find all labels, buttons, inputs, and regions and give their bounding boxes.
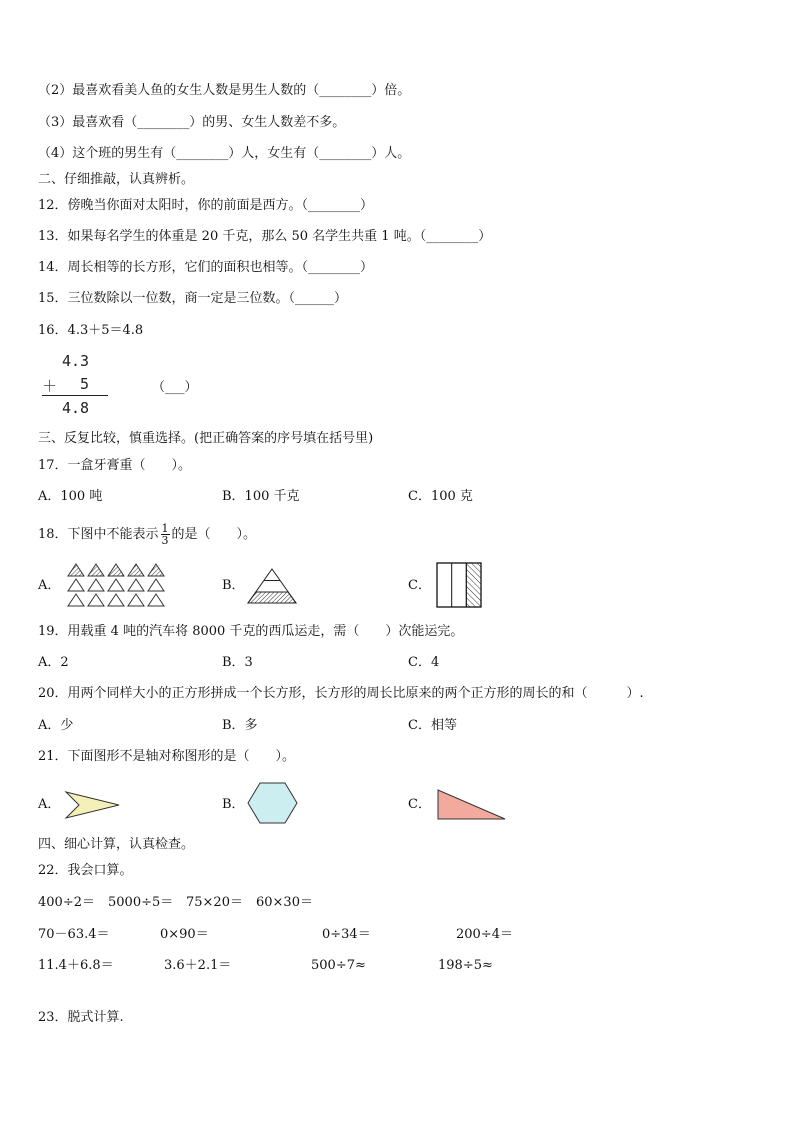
answer-bracket: （___） bbox=[152, 380, 198, 395]
fraction-numerator: 1 bbox=[161, 522, 169, 535]
grid-triangle bbox=[88, 564, 104, 576]
q19-option-a: A．2 bbox=[38, 655, 69, 670]
calc-item: 0÷34＝ bbox=[322, 927, 371, 942]
q18-label-a: A． bbox=[38, 578, 61, 593]
question-12: 12．傍晚当你面对太阳时，你的前面是西方。（________） bbox=[38, 198, 374, 213]
calc-item: 198÷5≈ bbox=[438, 958, 493, 973]
calc-item: 70－63.4＝ bbox=[38, 927, 110, 942]
q18-text-before: 18．下图中不能表示 bbox=[38, 527, 159, 542]
grid-triangle bbox=[108, 564, 124, 576]
right-triangle-figure bbox=[436, 788, 508, 822]
question-23: 23．脱式计算. bbox=[38, 1010, 124, 1025]
question-19: 19．用载重 4 吨的汽车将 8000 千克的西瓜运走，需（ ）次能运完。 bbox=[38, 624, 464, 639]
plus-sign: ＋ bbox=[42, 377, 58, 395]
calc-item: 0×90＝ bbox=[160, 927, 209, 942]
calc-item: 11.4＋6.8＝ bbox=[38, 958, 114, 973]
calc-item: 500÷7≈ bbox=[311, 958, 366, 973]
grid-triangle bbox=[108, 594, 124, 606]
triangle-grid-figure bbox=[66, 563, 166, 609]
calc-item: 75×20＝ bbox=[186, 895, 243, 910]
section-2-heading: 二、仔细推敲，认真辨析。 bbox=[38, 172, 195, 187]
grid-triangle bbox=[128, 594, 144, 606]
question-20: 20．用两个同样大小的正方形拼成一个长方形，长方形的周长比原来的两个正方形的周长的和（ ）. bbox=[38, 686, 644, 701]
q17-option-c: C．100 克 bbox=[408, 489, 473, 504]
question-11-part-3: （3）最喜欢看（________）的男、女生人数差不多。 bbox=[38, 115, 346, 130]
vertical-sum-line bbox=[42, 395, 108, 396]
section-3-heading: 三、反复比较，慎重选择。(把正确答案的序号填在括号里) bbox=[38, 431, 374, 446]
question-13: 13．如果每名学生的体重是 20 千克，那么 50 名学生共重 1 吨。（________） bbox=[38, 229, 492, 244]
calc-item: 60×30＝ bbox=[256, 895, 313, 910]
q21-label-b: B． bbox=[222, 797, 245, 812]
calc-item: 200÷4＝ bbox=[456, 927, 513, 942]
q19-option-c: C．4 bbox=[408, 655, 440, 670]
calc-item: 3.6＋2.1＝ bbox=[164, 958, 232, 973]
q21-label-c: C． bbox=[408, 797, 431, 812]
q19-option-b: B．3 bbox=[222, 655, 253, 670]
question-14: 14．周长相等的长方形，它们的面积也相等。（________） bbox=[38, 260, 374, 275]
grid-triangle bbox=[148, 594, 164, 606]
question-11-part-2: （2）最喜欢看美人鱼的女生人数是男生人数的（________）倍。 bbox=[38, 83, 411, 98]
grid-triangle bbox=[68, 594, 84, 606]
question-15: 15．三位数除以一位数，商一定是三位数。（______） bbox=[38, 291, 348, 306]
layered-triangle-figure bbox=[247, 568, 297, 608]
grid-triangle bbox=[88, 594, 104, 606]
grid-triangle bbox=[68, 564, 84, 576]
q18-text-after: 的是（ ）。 bbox=[171, 527, 257, 542]
question-18 bbox=[38, 522, 256, 548]
split-rectangle-figure bbox=[436, 562, 484, 610]
calc-item: 400÷2＝ bbox=[38, 895, 95, 910]
question-16: 16．4.3＋5＝4.8 bbox=[38, 323, 144, 338]
q17-option-b: B．100 千克 bbox=[222, 489, 300, 504]
q20-option-c: C．相等 bbox=[408, 718, 457, 733]
hexagon-figure bbox=[247, 782, 299, 826]
question-17: 17．一盒牙膏重（ ）。 bbox=[38, 458, 192, 473]
arrow-shape-figure bbox=[65, 791, 121, 819]
fraction-one-third bbox=[161, 523, 170, 546]
question-22: 22．我会口算。 bbox=[38, 863, 133, 878]
q18-label-c: C． bbox=[408, 578, 431, 593]
calc-item: 5000÷5＝ bbox=[108, 895, 174, 910]
grid-triangle bbox=[88, 579, 104, 591]
vertical-result: 4.8 bbox=[62, 399, 90, 417]
grid-triangle bbox=[68, 579, 84, 591]
vertical-top-number: 4.3 bbox=[62, 352, 90, 370]
q21-label-a: A． bbox=[38, 797, 61, 812]
grid-triangle bbox=[148, 579, 164, 591]
q18-label-b: B． bbox=[222, 578, 245, 593]
q17-option-a: A．100 吨 bbox=[38, 489, 103, 504]
q20-option-a: A．少 bbox=[38, 718, 74, 733]
fraction-denominator: 3 bbox=[161, 534, 169, 547]
grid-triangle bbox=[128, 564, 144, 576]
vertical-addend: 5 bbox=[80, 375, 90, 393]
question-21: 21．下面图形不是轴对称图形的是（ ）。 bbox=[38, 749, 296, 764]
question-11-part-4: （4）这个班的男生有（________）人，女生有（________）人。 bbox=[38, 146, 411, 161]
grid-triangle bbox=[128, 579, 144, 591]
grid-triangle bbox=[108, 579, 124, 591]
q20-option-b: B．多 bbox=[222, 718, 258, 733]
grid-triangle bbox=[148, 564, 164, 576]
section-4-heading: 四、细心计算，认真检查。 bbox=[38, 837, 195, 852]
